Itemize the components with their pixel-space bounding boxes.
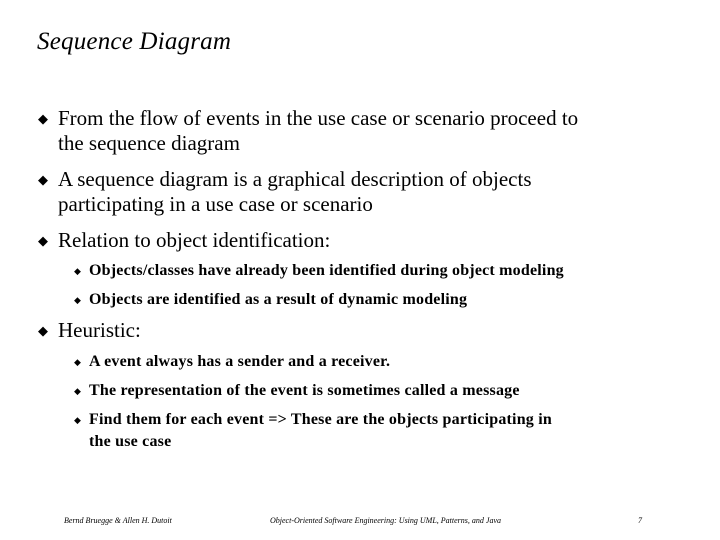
sub-bullet-text: A event always has a sender and a receiver. (89, 353, 391, 370)
diamond-bullet-icon: ◆ (38, 111, 48, 126)
sub-bullet-text: The representation of the event is sometimes called a message (89, 382, 520, 399)
bullet-item (38, 167, 698, 217)
sub-bullet-text: Find them for each event => These are the objects participating in (89, 411, 552, 428)
bullet-text-line: From the flow of events in the use case or scenario proceed to (58, 106, 579, 130)
footer-page-number: 7 (638, 516, 642, 525)
bullet-item (38, 106, 698, 156)
footer-authors: Bernd Bruegge & Allen H. Dutoit (64, 516, 172, 525)
sub-bullet-item (74, 380, 689, 402)
bullet-item (38, 228, 698, 253)
slide-title: Sequence Diagram (37, 28, 232, 55)
bullet-text-line: Relation to object identification: (58, 228, 331, 252)
bullet-text-line: the sequence diagram (58, 131, 240, 155)
bullet-text-line: Heuristic: (58, 318, 141, 342)
diamond-sub-bullet-icon: ◆ (74, 386, 82, 396)
diamond-bullet-icon: ◆ (38, 172, 48, 187)
diamond-bullet-icon: ◆ (38, 323, 48, 338)
sub-bullet-text: Objects are identified as a result of dynamic modeling (89, 291, 468, 308)
bullet-item (38, 318, 698, 343)
sub-bullet-text: the use case (89, 433, 172, 450)
diamond-sub-bullet-icon: ◆ (74, 295, 82, 305)
sub-bullet-text: Objects/classes have already been identified during object modeling (89, 262, 564, 279)
sub-bullet-item (74, 351, 689, 373)
sub-bullet-item (74, 409, 689, 453)
diamond-sub-bullet-icon: ◆ (74, 266, 82, 276)
diamond-bullet-icon: ◆ (38, 233, 48, 248)
bullet-text-line: participating in a use case or scenario (58, 192, 373, 216)
bullet-text-line: A sequence diagram is a graphical description of objects (58, 167, 532, 191)
footer-book-title: Object-Oriented Software Engineering: Using UML, Patterns, and Java (270, 516, 501, 525)
sub-bullet-item (74, 289, 689, 311)
diamond-sub-bullet-icon: ◆ (74, 415, 82, 425)
diamond-sub-bullet-icon: ◆ (74, 357, 82, 367)
sub-bullet-item (74, 260, 689, 282)
